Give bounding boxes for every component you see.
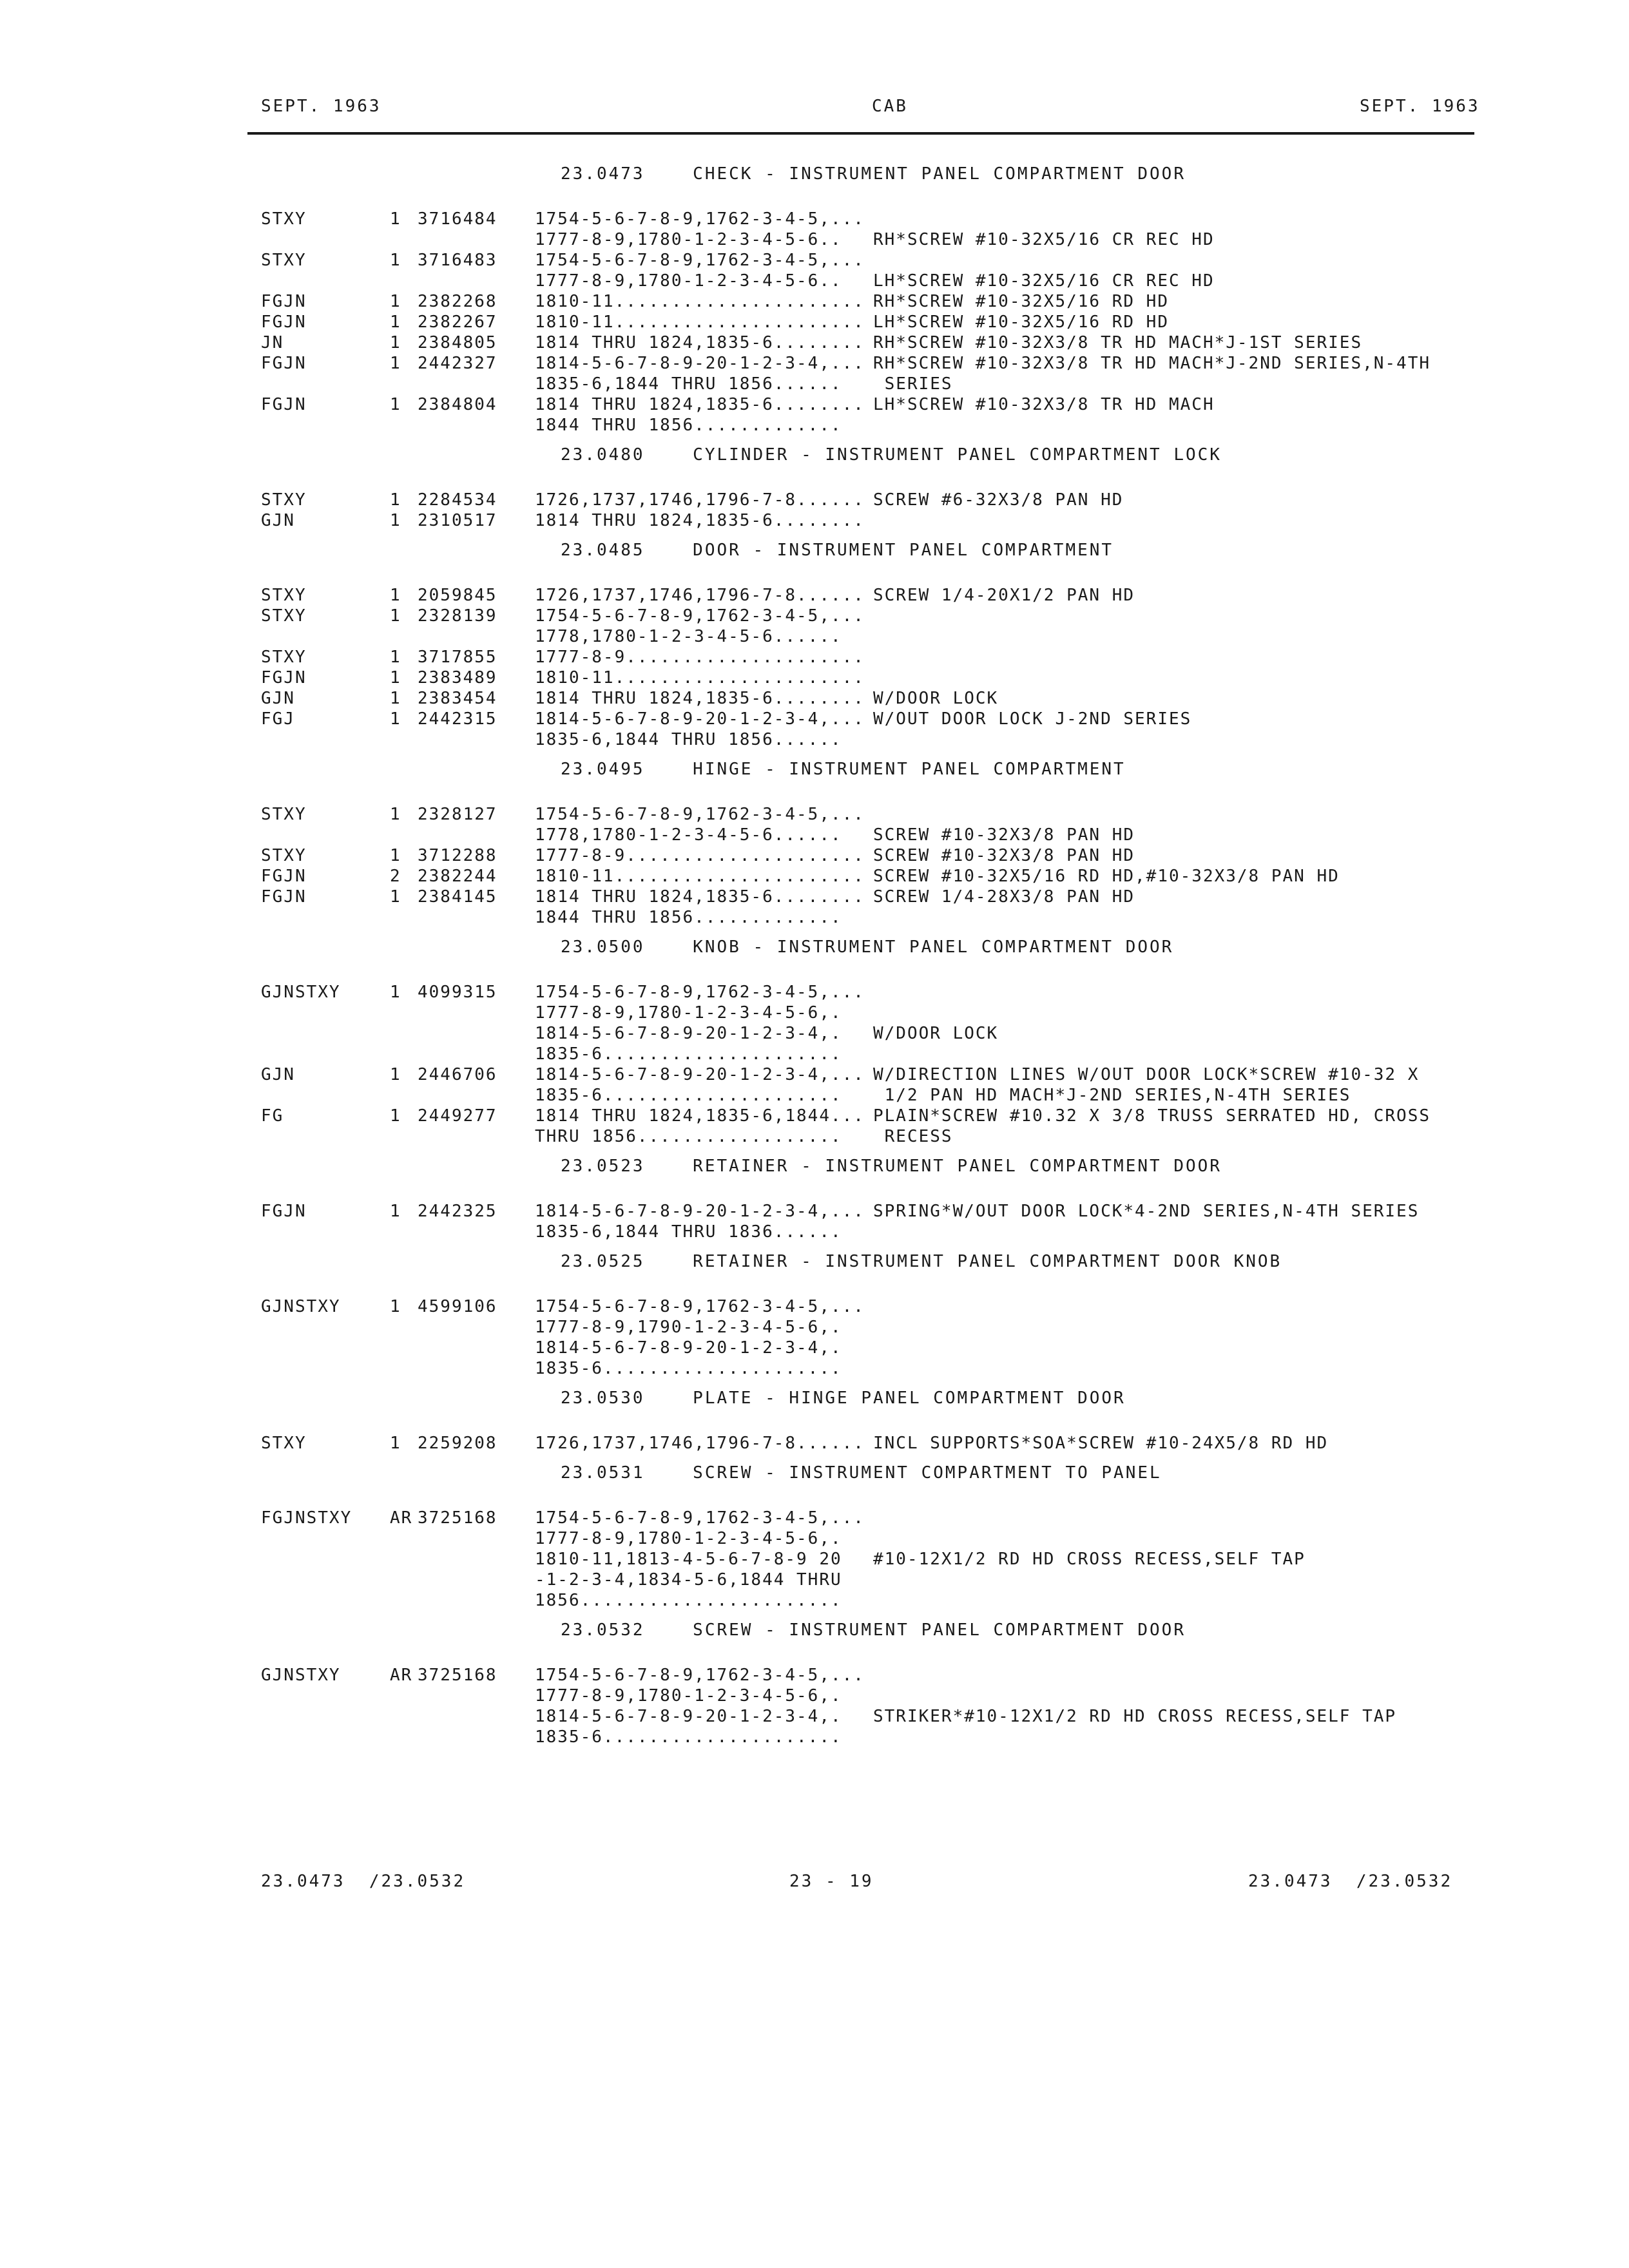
part-line: [261, 1433, 1485, 1454]
part-line: [261, 1106, 1485, 1126]
serial-range: THRU 1856..................: [535, 1127, 842, 1146]
model-code: STXY: [261, 648, 307, 667]
model-code: STXY: [261, 805, 307, 824]
serial-range: 1754-5-6-7-8-9,1762-3-4-5,...: [535, 606, 865, 626]
quantity: 1: [390, 709, 401, 729]
part-line: [261, 291, 1485, 312]
part-number: 2059845: [418, 586, 497, 605]
part-line: [261, 1686, 1485, 1706]
model-code: STXY: [261, 606, 307, 626]
part-number: 2382244: [418, 867, 497, 886]
footer-range-left: 23.0473 /23.0532: [261, 1872, 466, 1891]
serial-range: 1835-6.....................: [535, 1359, 842, 1378]
quantity: 1: [390, 1434, 401, 1453]
part-line: [261, 1085, 1485, 1106]
part-line: [261, 229, 1485, 250]
part-line: [261, 1222, 1485, 1242]
serial-range: 1777-8-9,1780-1-2-3-4-5-6..: [535, 230, 842, 249]
model-code: GJN: [261, 689, 295, 708]
part-line: [261, 312, 1485, 332]
serial-range: 1726,1737,1746,1796-7-8......: [535, 1434, 865, 1453]
part-number: 2382267: [418, 312, 497, 332]
serial-range: 1856.......................: [535, 1591, 842, 1610]
part-number: 2310517: [418, 511, 497, 530]
part-number: 2446706: [418, 1065, 497, 1084]
serial-range: 1754-5-6-7-8-9,1762-3-4-5,...: [535, 1666, 865, 1685]
model-code: FG: [261, 1106, 284, 1126]
serial-range: 1777-8-9.....................: [535, 846, 865, 865]
part-line: [261, 415, 1485, 436]
part-line: [261, 394, 1485, 415]
serial-range: 1754-5-6-7-8-9,1762-3-4-5,...: [535, 1508, 865, 1528]
part-line: [261, 668, 1485, 688]
quantity: 1: [390, 312, 401, 332]
part-description: SCREW 1/4-28X3/8 PAN HD: [873, 887, 1135, 907]
section-title: 23.0532 SCREW - INSTRUMENT PANEL COMPARTMENT DOOR: [561, 1620, 1186, 1640]
quantity: 1: [390, 354, 401, 373]
serial-range: 1778,1780-1-2-3-4-5-6......: [535, 825, 842, 845]
part-number: 2259208: [418, 1434, 497, 1453]
part-line: [261, 804, 1485, 825]
part-line: [261, 1665, 1485, 1686]
part-number: 2383489: [418, 668, 497, 687]
part-description: W/OUT DOOR LOCK J-2ND SERIES: [873, 709, 1192, 729]
part-number: 2384804: [418, 395, 497, 414]
part-description: W/DOOR LOCK: [873, 1024, 999, 1043]
quantity: 1: [390, 887, 401, 907]
part-description: W/DOOR LOCK: [873, 689, 999, 708]
serial-range: 1835-6,1844 THRU 1836......: [535, 1222, 842, 1242]
part-number: 3716484: [418, 209, 497, 229]
part-description: INCL SUPPORTS*SOA*SCREW #10-24X5/8 RD HD: [873, 1434, 1329, 1453]
quantity: 1: [390, 1065, 401, 1084]
model-code: FGJN: [261, 354, 307, 373]
model-code: FGJN: [261, 312, 307, 332]
part-number: 2442327: [418, 354, 497, 373]
part-number: 3725168: [418, 1508, 497, 1528]
serial-range: 1810-11......................: [535, 292, 865, 311]
part-description: RECESS: [873, 1127, 953, 1146]
quantity: 1: [390, 1202, 401, 1221]
serial-range: 1814 THRU 1824,1835-6,1844...: [535, 1106, 865, 1126]
part-line: [261, 1296, 1485, 1317]
quantity: 2: [390, 867, 401, 886]
section-title: 23.0473 CHECK - INSTRUMENT PANEL COMPARTMENT DOOR: [561, 164, 1186, 184]
quantity: 1: [390, 983, 401, 1002]
part-description: LH*SCREW #10-32X5/16 CR REC HD: [873, 271, 1215, 291]
part-line: [261, 907, 1485, 928]
serial-range: 1814-5-6-7-8-9-20-1-2-3-4,.: [535, 1338, 842, 1358]
serial-range: 1814 THRU 1824,1835-6........: [535, 511, 865, 530]
part-line: [261, 1549, 1485, 1570]
part-description: W/DIRECTION LINES W/OUT DOOR LOCK*SCREW #10-32 X: [873, 1065, 1420, 1084]
serial-range: 1844 THRU 1856.............: [535, 416, 842, 435]
quantity: 1: [390, 846, 401, 865]
serial-range: 1778,1780-1-2-3-4-5-6......: [535, 627, 842, 646]
model-code: STXY: [261, 846, 307, 865]
serial-range: 1810-11......................: [535, 312, 865, 332]
header-rule: [247, 132, 1474, 135]
serial-range: 1726,1737,1746,1796-7-8......: [535, 586, 865, 605]
part-number: 2382268: [418, 292, 497, 311]
serial-range: 1814-5-6-7-8-9-20-1-2-3-4,.: [535, 1024, 842, 1043]
part-line: [261, 1126, 1485, 1147]
section-gap: [261, 1277, 1485, 1296]
part-description: 1/2 PAN HD MACH*J-2ND SERIES,N-4TH SERIES: [873, 1086, 1351, 1105]
part-line: [261, 1338, 1485, 1358]
section-title: 23.0500 KNOB - INSTRUMENT PANEL COMPARTMENT DOOR: [561, 937, 1174, 957]
part-line: [261, 271, 1485, 291]
model-code: STXY: [261, 251, 307, 270]
serial-range: 1777-8-9,1790-1-2-3-4-5-6,.: [535, 1318, 842, 1337]
serial-range: 1777-8-9,1780-1-2-3-4-5-6,.: [535, 1686, 842, 1706]
part-line: [261, 688, 1485, 709]
serial-range: 1814 THRU 1824,1835-6........: [535, 689, 865, 708]
serial-range: 1754-5-6-7-8-9,1762-3-4-5,...: [535, 209, 865, 229]
quantity: 1: [390, 251, 401, 270]
part-number: 2383454: [418, 689, 497, 708]
model-code: GJNSTXY: [261, 983, 341, 1002]
part-line: [261, 209, 1485, 229]
part-line: [261, 1570, 1485, 1590]
part-description: #10-12X1/2 RD HD CROSS RECESS,SELF TAP: [873, 1550, 1306, 1569]
serial-range: 1844 THRU 1856.............: [535, 908, 842, 927]
serial-range: 1754-5-6-7-8-9,1762-3-4-5,...: [535, 1297, 865, 1316]
part-description: SPRING*W/OUT DOOR LOCK*4-2ND SERIES,N-4TH SERIES: [873, 1202, 1420, 1221]
part-description: SCREW #10-32X3/8 PAN HD: [873, 846, 1135, 865]
part-line: [261, 887, 1485, 907]
part-number: 3716483: [418, 251, 497, 270]
part-number: 3725168: [418, 1666, 497, 1685]
section-gap: [261, 1414, 1485, 1433]
part-line: [261, 1508, 1485, 1528]
part-description: STRIKER*#10-12X1/2 RD HD CROSS RECESS,SELF TAP: [873, 1707, 1397, 1726]
part-number: 2328127: [418, 805, 497, 824]
section-gap: [261, 1488, 1485, 1508]
part-line: [261, 1528, 1485, 1549]
part-line: [261, 1727, 1485, 1747]
section-gap: [261, 470, 1485, 490]
serial-range: 1726,1737,1746,1796-7-8......: [535, 490, 865, 510]
quantity: 1: [390, 490, 401, 510]
part-description: SCREW #10-32X5/16 RD HD,#10-32X3/8 PAN HD: [873, 867, 1340, 886]
quantity: 1: [390, 1297, 401, 1316]
serial-range: 1814-5-6-7-8-9-20-1-2-3-4,...: [535, 1202, 865, 1221]
part-description: SERIES: [873, 374, 953, 394]
part-line: [261, 1358, 1485, 1379]
part-line: [261, 490, 1485, 510]
model-code: GJN: [261, 511, 295, 530]
model-code: FGJNSTXY: [261, 1508, 352, 1528]
quantity: 1: [390, 395, 401, 414]
part-line: [261, 374, 1485, 394]
part-line: [261, 1201, 1485, 1222]
part-line: [261, 982, 1485, 1003]
header-date-right: SEPT. 1963: [1360, 97, 1480, 116]
quantity: 1: [390, 606, 401, 626]
serial-range: -1-2-3-4,1834-5-6,1844 THRU: [535, 1570, 842, 1590]
section-gap: [261, 1646, 1485, 1665]
serial-range: 1835-6.....................: [535, 1044, 842, 1064]
header-section-name: CAB: [872, 97, 908, 116]
footer-range-right: 23.0473 /23.0532: [1248, 1872, 1453, 1891]
serial-range: 1835-6.....................: [535, 1086, 842, 1105]
section-gap: [261, 566, 1485, 585]
part-number: 2384145: [418, 887, 497, 907]
model-code: FGJN: [261, 668, 307, 687]
section-title: 23.0523 RETAINER - INSTRUMENT PANEL COMPARTMENT DOOR: [561, 1157, 1222, 1176]
part-description: LH*SCREW #10-32X5/16 RD HD: [873, 312, 1169, 332]
part-description: SCREW 1/4-20X1/2 PAN HD: [873, 586, 1135, 605]
model-code: FGJN: [261, 395, 307, 414]
serial-range: 1814-5-6-7-8-9-20-1-2-3-4,...: [535, 1065, 865, 1084]
serial-range: 1777-8-9,1780-1-2-3-4-5-6,.: [535, 1529, 842, 1548]
part-number: 2328139: [418, 606, 497, 626]
part-number: 2384805: [418, 333, 497, 352]
part-line: [261, 1044, 1485, 1064]
part-line: [261, 709, 1485, 729]
model-code: STXY: [261, 490, 307, 510]
part-line: [261, 845, 1485, 866]
quantity: 1: [390, 648, 401, 667]
part-line: [261, 353, 1485, 374]
part-number: 2442315: [418, 709, 497, 729]
part-line: [261, 1317, 1485, 1338]
model-code: GJNSTXY: [261, 1666, 341, 1685]
section-title: 23.0485 DOOR - INSTRUMENT PANEL COMPARTMENT: [561, 541, 1114, 560]
serial-range: 1810-11,1813-4-5-6-7-8-9 20: [535, 1550, 842, 1569]
part-line: [261, 332, 1485, 353]
model-code: FGJN: [261, 292, 307, 311]
quantity: 1: [390, 333, 401, 352]
part-line: [261, 1023, 1485, 1044]
section-title: 23.0495 HINGE - INSTRUMENT PANEL COMPARTMENT: [561, 760, 1126, 779]
part-description: RH*SCREW #10-32X3/8 TR HD MACH*J-2ND SERIES,N-4TH: [873, 354, 1431, 373]
section-gap: [261, 963, 1485, 982]
serial-range: 1754-5-6-7-8-9,1762-3-4-5,...: [535, 983, 865, 1002]
part-number: 4599106: [418, 1297, 497, 1316]
part-line: [261, 606, 1485, 626]
model-code: STXY: [261, 209, 307, 229]
serial-range: 1754-5-6-7-8-9,1762-3-4-5,...: [535, 805, 865, 824]
part-line: [261, 1706, 1485, 1727]
part-line: [261, 1590, 1485, 1611]
part-line: [261, 647, 1485, 668]
part-line: [261, 866, 1485, 887]
part-line: [261, 1003, 1485, 1023]
part-number: 3717855: [418, 648, 497, 667]
part-line: [261, 585, 1485, 606]
model-code: JN: [261, 333, 284, 352]
quantity: 1: [390, 586, 401, 605]
part-number: 2284534: [418, 490, 497, 510]
section-gap: [261, 189, 1485, 209]
model-code: STXY: [261, 586, 307, 605]
part-number: 2449277: [418, 1106, 497, 1126]
model-code: FGJ: [261, 709, 295, 729]
serial-range: 1835-6.....................: [535, 1727, 842, 1747]
model-code: FGJN: [261, 1202, 307, 1221]
header-date-left: SEPT. 1963: [261, 97, 381, 116]
part-line: [261, 250, 1485, 271]
serial-range: 1814-5-6-7-8-9-20-1-2-3-4,...: [535, 354, 865, 373]
part-description: PLAIN*SCREW #10.32 X 3/8 TRUSS SERRATED HD, CROSS: [873, 1106, 1431, 1126]
part-line: [261, 626, 1485, 647]
section-title: 23.0530 PLATE - HINGE PANEL COMPARTMENT DOOR: [561, 1389, 1126, 1408]
serial-range: 1810-11......................: [535, 668, 865, 687]
part-description: SCREW #6-32X3/8 PAN HD: [873, 490, 1124, 510]
model-code: GJN: [261, 1065, 295, 1084]
quantity: 1: [390, 292, 401, 311]
serial-range: 1814-5-6-7-8-9-20-1-2-3-4,...: [535, 709, 865, 729]
serial-range: 1810-11......................: [535, 867, 865, 886]
model-code: FGJN: [261, 887, 307, 907]
part-description: RH*SCREW #10-32X5/16 RD HD: [873, 292, 1169, 311]
serial-range: 1835-6,1844 THRU 1856......: [535, 730, 842, 749]
quantity: 1: [390, 805, 401, 824]
serial-range: 1777-8-9.....................: [535, 648, 865, 667]
quantity: 1: [390, 1106, 401, 1126]
section-title: 23.0480 CYLINDER - INSTRUMENT PANEL COMPARTMENT LOCK: [561, 445, 1222, 465]
section-gap: [261, 785, 1485, 804]
model-code: GJNSTXY: [261, 1297, 341, 1316]
quantity: AR: [390, 1508, 413, 1528]
parts-listing: [261, 155, 1485, 1747]
quantity: 1: [390, 209, 401, 229]
part-description: LH*SCREW #10-32X3/8 TR HD MACH: [873, 395, 1215, 414]
footer-page-number: 23 - 19: [789, 1872, 874, 1891]
part-number: 4099315: [418, 983, 497, 1002]
part-line: [261, 1064, 1485, 1085]
section-title: 23.0531 SCREW - INSTRUMENT COMPARTMENT TO PANEL: [561, 1463, 1162, 1483]
part-description: RH*SCREW #10-32X3/8 TR HD MACH*J-1ST SERIES: [873, 333, 1363, 352]
serial-range: 1754-5-6-7-8-9,1762-3-4-5,...: [535, 251, 865, 270]
quantity: AR: [390, 1666, 413, 1685]
part-number: 2442325: [418, 1202, 497, 1221]
section-gap: [261, 1182, 1485, 1201]
model-code: FGJN: [261, 867, 307, 886]
serial-range: 1814 THRU 1824,1835-6........: [535, 395, 865, 414]
part-number: 3712288: [418, 846, 497, 865]
serial-range: 1814 THRU 1824,1835-6........: [535, 887, 865, 907]
serial-range: 1814-5-6-7-8-9-20-1-2-3-4,.: [535, 1707, 842, 1726]
serial-range: 1777-8-9,1780-1-2-3-4-5-6,.: [535, 1003, 842, 1023]
serial-range: 1814 THRU 1824,1835-6........: [535, 333, 865, 352]
model-code: STXY: [261, 1434, 307, 1453]
serial-range: 1777-8-9,1780-1-2-3-4-5-6..: [535, 271, 842, 291]
quantity: 1: [390, 689, 401, 708]
part-line: [261, 510, 1485, 531]
serial-range: 1835-6,1844 THRU 1856......: [535, 374, 842, 394]
part-line: [261, 729, 1485, 750]
quantity: 1: [390, 668, 401, 687]
section-title: 23.0525 RETAINER - INSTRUMENT PANEL COMPARTMENT DOOR KNOB: [561, 1252, 1282, 1271]
part-description: RH*SCREW #10-32X5/16 CR REC HD: [873, 230, 1215, 249]
part-line: [261, 825, 1485, 845]
quantity: 1: [390, 511, 401, 530]
part-description: SCREW #10-32X3/8 PAN HD: [873, 825, 1135, 845]
